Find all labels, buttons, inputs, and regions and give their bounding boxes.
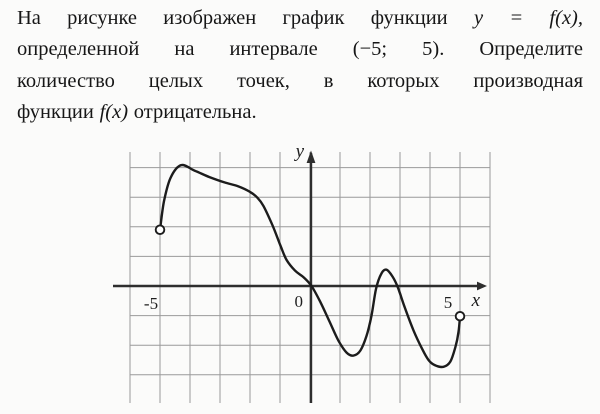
x-tick-label-5: 5 [443, 293, 453, 312]
inline-math-y-equals-fx: y = f(x), [473, 7, 584, 29]
problem-statement [17, 3, 583, 129]
function-graph [100, 138, 500, 414]
problem-line-4-text: функции [17, 101, 94, 124]
problem-line-1 [17, 3, 583, 34]
open-endpoint [156, 225, 165, 234]
problem-line-4 [17, 97, 583, 128]
problem-line-3: количество целых точек, в которых производная [17, 69, 583, 92]
problem-line-1-text: На рисунке изображен график функции [17, 7, 448, 29]
origin-label: 0 [294, 292, 303, 311]
problem-line-4-text2: отрицательна. [133, 101, 257, 124]
x-axis-label: x [471, 290, 480, 311]
y-axis-arrow [307, 151, 316, 164]
problem-line-2: определенной на интервале (−5; 5). Определите [17, 38, 583, 61]
inline-math-fx: f(x) [99, 101, 129, 124]
x-tick-label-minus5: -5 [143, 294, 159, 313]
y-axis-label: y [295, 141, 304, 162]
open-endpoint [456, 312, 465, 321]
